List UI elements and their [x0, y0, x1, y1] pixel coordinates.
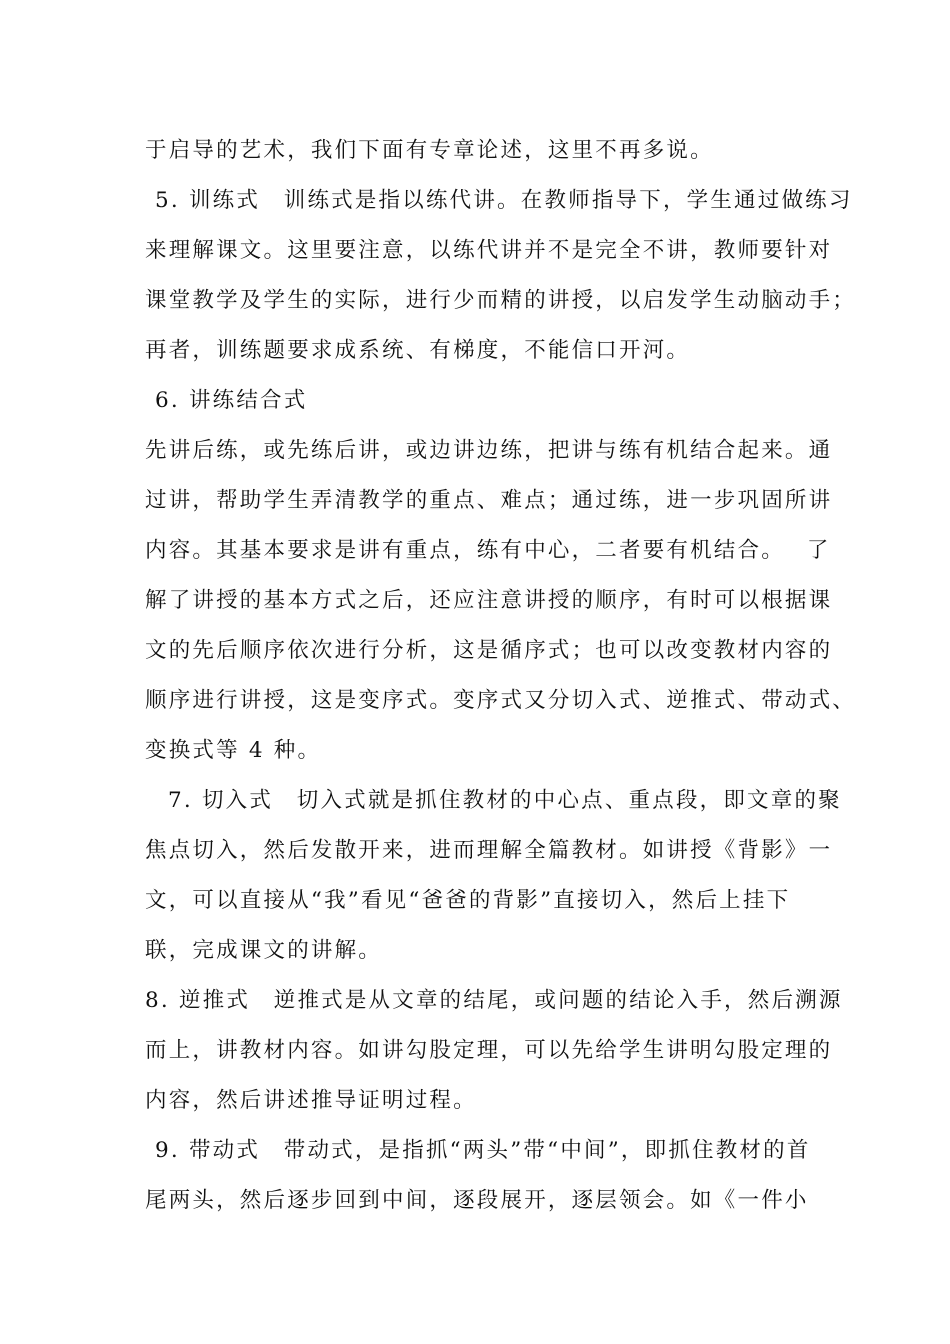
text-line: 7. 切入式 切入式就是抓住教材的中心点、重点段，即文章的聚	[168, 788, 842, 813]
text-line: 内容，然后讲述推导证明过程。	[145, 1088, 477, 1113]
text-line: 课堂教学及学生的实际，进行少而精的讲授，以启发学生动脑动手；	[145, 288, 857, 313]
text-line: 5. 训练式 训练式是指以练代讲。在教师指导下，学生通过做练习	[155, 188, 853, 213]
text-line: 文，可以直接从“我”看见“爸爸的背影”直接切入，然后上挂下	[145, 888, 791, 913]
text-line: 8. 逆推式 逆推式是从文章的结尾，或问题的结论入手，然后溯源	[145, 988, 843, 1013]
section-heading: 6. 讲练结合式	[155, 388, 308, 413]
text-line: 联，完成课文的讲解。	[145, 938, 383, 963]
text-line: 文的先后顺序依次进行分析，这是循序式；也可以改变教材内容的	[145, 638, 833, 663]
text-line: 而上，讲教材内容。如讲勾股定理，可以先给学生讲明勾股定理的	[145, 1038, 833, 1063]
text-line: 再者，训练题要求成系统、有梯度，不能信口开河。	[145, 338, 691, 363]
text-line: 先讲后练，或先练后讲，或边讲边练，把讲与练有机结合起来。通	[145, 438, 833, 463]
text-line: 解了讲授的基本方式之后，还应注意讲授的顺序，有时可以根据课	[145, 588, 833, 613]
text-line: 变换式等 4 种。	[145, 738, 322, 763]
text-line: 于启导的艺术，我们下面有专章论述，这里不再多说。	[145, 138, 714, 163]
text-line: 过讲，帮助学生弄清教学的重点、难点；通过练，进一步巩固所讲	[145, 488, 833, 513]
text-line: 内容。其基本要求是讲有重点，练有中心，二者要有机结合。 了	[145, 538, 831, 563]
text-line: 尾两头，然后逐步回到中间，逐段展开，逐层领会。如《一件小	[145, 1188, 809, 1213]
text-line: 9. 带动式 带动式，是指抓“两头”带“中间”，即抓住教材的首	[155, 1138, 811, 1163]
text-line: 来理解课文。这里要注意，以练代讲并不是完全不讲，教师要针对	[145, 238, 833, 263]
text-line: 顺序进行讲授，这是变序式。变序式又分切入式、逆推式、带动式、	[145, 688, 857, 713]
text-line: 焦点切入，然后发散开来，进而理解全篇教材。如讲授《背影》一	[145, 838, 833, 863]
